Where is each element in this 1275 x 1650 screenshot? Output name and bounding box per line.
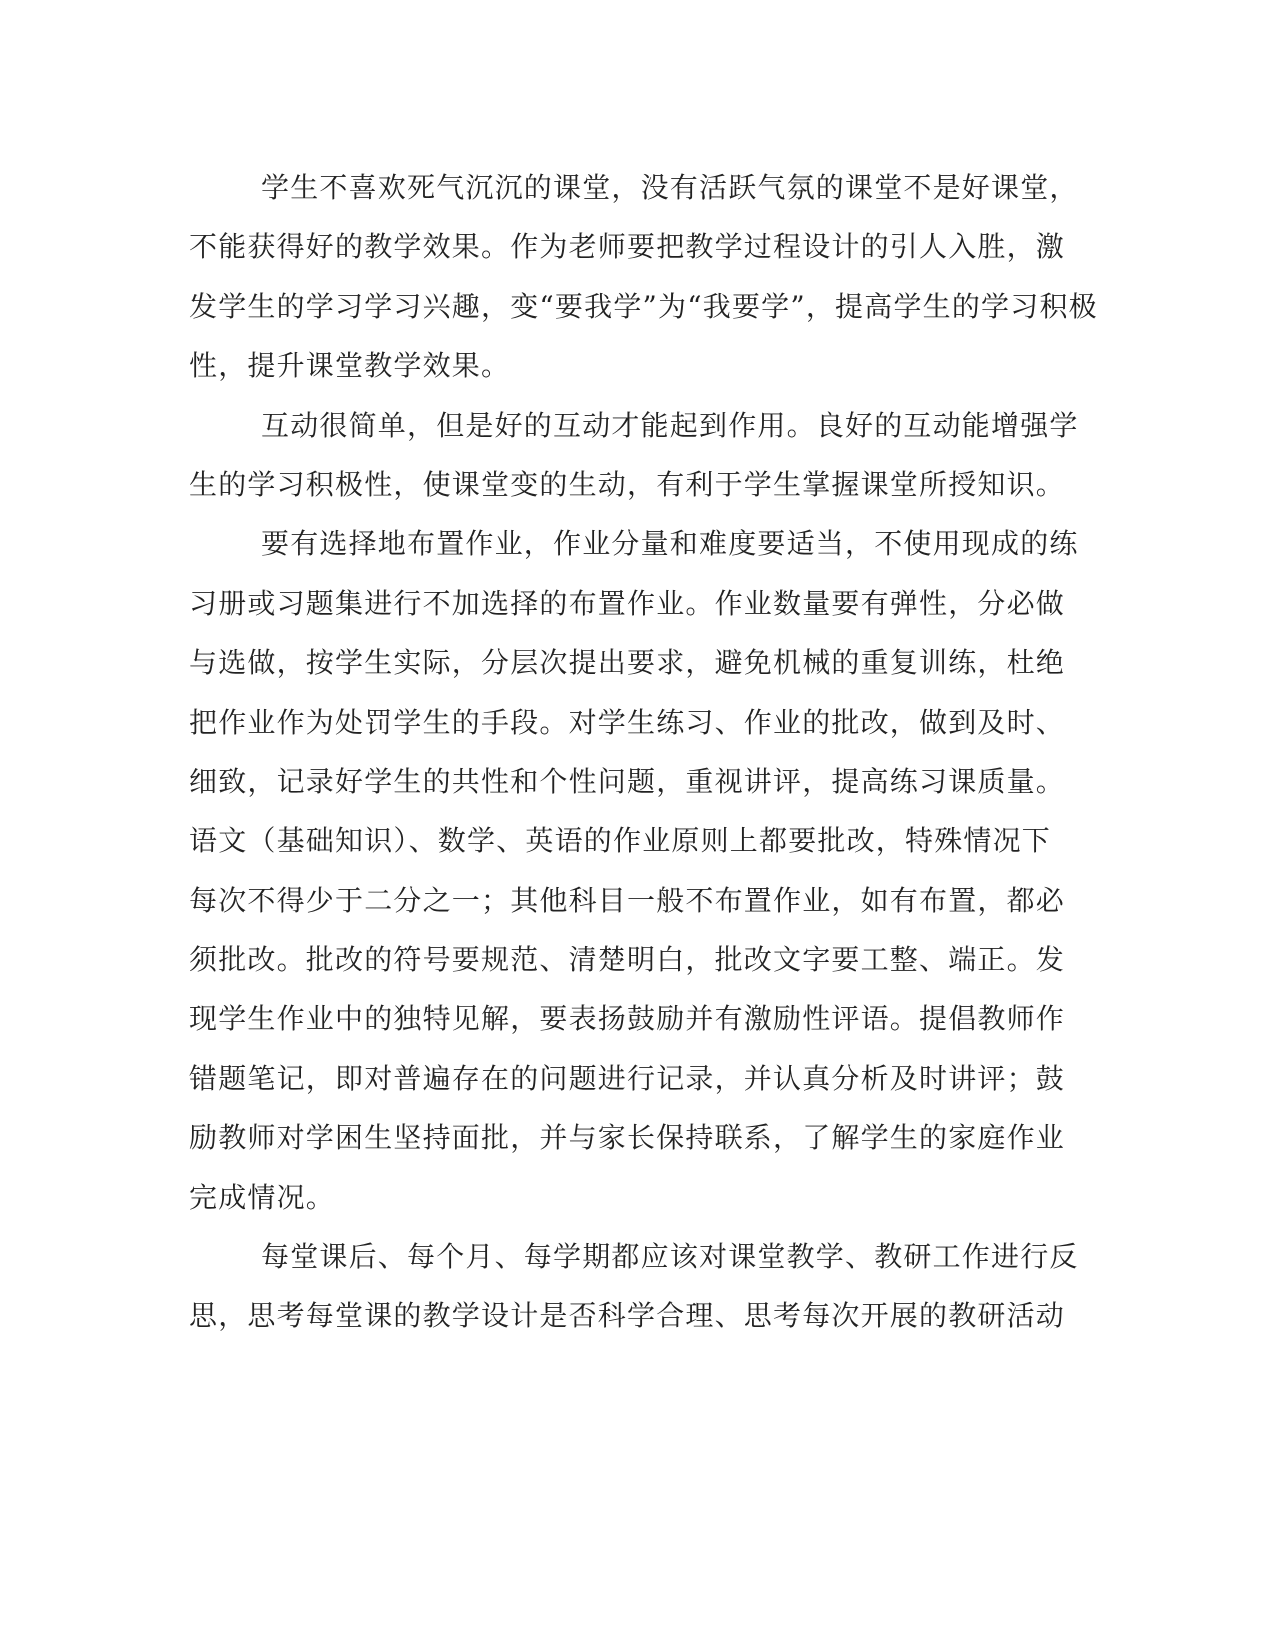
text-line: 与选做，按学生实际，分层次提出要求，避免机械的重复训练，杜绝 [189, 646, 1066, 680]
paragraph-homework [189, 514, 1077, 1227]
text-line: 习册或习题集进行不加选择的布置作业。作业数量要有弹性，分必做 [189, 586, 1066, 620]
text-line: 性，提升课堂教学效果。 [189, 349, 511, 383]
text-line: 现学生作业中的独特见解，要表扬鼓励并有激励性评语。提倡教师作 [189, 1002, 1066, 1036]
text-line: 互动很简单，但是好的互动才能起到作用。良好的互动能增强学 [261, 408, 1079, 442]
text-line: 语文（基础知识）、数学、英语的作业原则上都要批改，特殊情况下 [189, 824, 1052, 858]
text-line: 每次不得少于二分之一；其他科目一般不布置作业，如有布置，都必 [189, 883, 1066, 917]
text-line: 要有选择地布置作业，作业分量和难度要适当，不使用现成的练 [261, 527, 1079, 561]
text-line: 细致，记录好学生的共性和个性问题，重视讲评，提高练习课质量。 [189, 764, 1066, 798]
text-line: 发学生的学习学习兴趣，变“要我学”为“我要学”，提高学生的学习积极 [189, 289, 1098, 323]
text-line: 把作业作为处罚学生的手段。对学生练习、作业的批改，做到及时、 [189, 705, 1066, 739]
text-line: 思，思考每堂课的教学设计是否科学合理、思考每次开展的教研活动 [189, 1299, 1066, 1333]
paragraph-classroom-atmosphere [189, 158, 1098, 396]
text-line: 学生不喜欢死气沉沉的课堂，没有活跃气氛的课堂不是好课堂， [261, 171, 1079, 204]
paragraph-reflection [189, 1227, 1077, 1346]
text-line: 每堂课后、每个月、每学期都应该对课堂教学、教研工作进行反 [261, 1240, 1079, 1274]
text-line: 励教师对学困生坚持面批，并与家长保持联系，了解学生的家庭作业 [189, 1121, 1066, 1155]
text-line: 完成情况。 [189, 1180, 336, 1214]
text-line: 错题笔记，即对普遍存在的问题进行记录，并认真分析及时讲评；鼓 [189, 1061, 1066, 1095]
text-line: 生的学习积极性，使课堂变的生动，有利于学生掌握课堂所授知识。 [189, 467, 1066, 501]
text-line: 须批改。批改的符号要规范、清楚明白，批改文字要工整、端正。发 [189, 943, 1066, 977]
paragraph-interaction [189, 396, 1077, 515]
text-line: 不能获得好的教学效果。作为老师要把教学过程设计的引人入胜，激 [189, 230, 1066, 264]
document-body [189, 158, 1098, 1346]
